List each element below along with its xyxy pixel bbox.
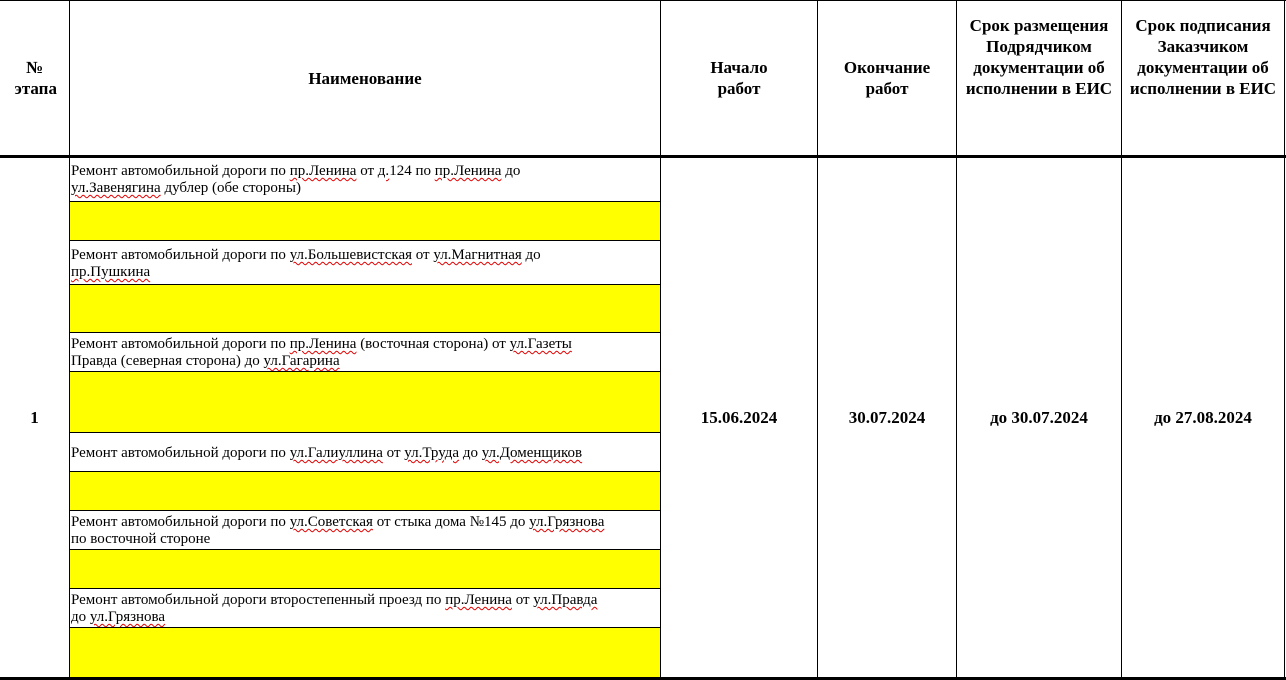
header-customer-deadline-label: Срок подписания Заказчиком документации об исполнении в ЕИС <box>1129 16 1277 98</box>
list-item: Ремонт автомобильной дороги второстепенный проезд по пр.Ленина от ул.Правда до ул.Грязнова <box>71 592 598 625</box>
row-divider <box>70 332 660 333</box>
column-divider <box>1121 0 1122 680</box>
row-divider <box>70 510 660 511</box>
header-name <box>70 0 660 156</box>
end-date-value: 30.07.2024 <box>848 408 926 427</box>
stage-number-value: 1 <box>30 408 39 427</box>
header-start <box>661 0 817 156</box>
row-divider <box>70 240 660 241</box>
header-end <box>818 0 956 156</box>
table-border-right <box>1284 0 1285 680</box>
header-stage-number <box>0 0 69 156</box>
highlight-row <box>70 285 660 332</box>
header-contractor-deadline-label: Срок размещения Подрядчиком документации об исполнении в ЕИС <box>965 16 1113 98</box>
row-divider <box>70 471 660 472</box>
header-divider <box>0 155 1286 158</box>
row-divider <box>70 549 660 550</box>
column-divider <box>956 0 957 680</box>
contractor-deadline <box>957 158 1121 678</box>
start-date <box>661 158 817 678</box>
header-end-label: Окончание работ <box>843 58 931 98</box>
list-item: Ремонт автомобильной дороги по ул.Советская от стыка дома №145 до ул.Грязнова по восточной стороне <box>71 514 605 547</box>
highlight-row <box>70 472 660 510</box>
list-item: Ремонт автомобильной дороги по ул.Большевистская от ул.Магнитная до пр.Пушкина <box>71 247 541 280</box>
table-border-top <box>0 0 1286 1</box>
column-divider <box>817 0 818 680</box>
customer-deadline <box>1122 158 1284 678</box>
contractor-deadline-value: до 30.07.2024 <box>990 408 1088 427</box>
stage-number <box>0 158 69 678</box>
highlight-row <box>70 628 660 677</box>
header-contractor-deadline <box>957 0 1121 156</box>
highlight-row <box>70 550 660 588</box>
row-divider <box>70 284 660 285</box>
highlight-row <box>70 372 660 432</box>
row-divider <box>70 432 660 433</box>
header-name-label: Наименование <box>308 68 422 88</box>
header-start-label: Начало работ <box>710 58 768 98</box>
start-date-value: 15.06.2024 <box>700 408 778 427</box>
row-divider <box>70 201 660 202</box>
column-divider <box>69 0 70 680</box>
column-divider <box>660 0 661 680</box>
list-item: Ремонт автомобильной дороги по пр.Ленина от д.124 по пр.Ленина до ул.Завенягина дублер (обе стороны) <box>71 163 521 196</box>
highlight-row <box>70 202 660 240</box>
row-divider <box>70 627 660 628</box>
row-divider <box>70 371 660 372</box>
customer-deadline-value: до 27.08.2024 <box>1154 408 1252 427</box>
list-item: Ремонт автомобильной дороги по ул.Галиуллина от ул.Труда до ул.Доменщиков <box>71 445 583 461</box>
list-item: Ремонт автомобильной дороги по пр.Ленина (восточная сторона) от ул.Газеты Правда (северная сторона) до ул.Гагарина <box>71 336 572 369</box>
header-customer-deadline <box>1122 0 1284 156</box>
header-stage-number-label: № этапа <box>14 58 57 98</box>
row-divider <box>70 588 660 589</box>
end-date <box>818 158 956 678</box>
